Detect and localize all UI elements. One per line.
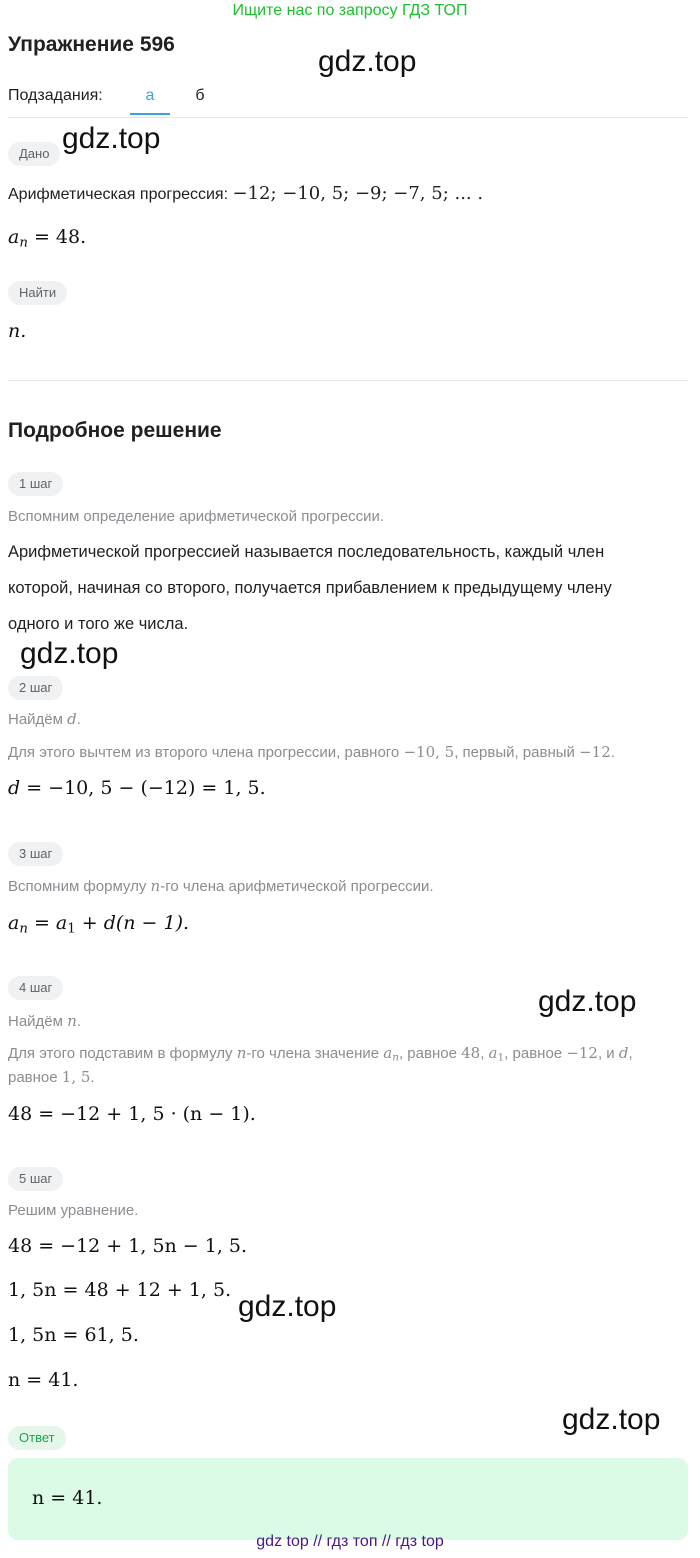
promo-banner[interactable]: Ищите нас по запросу ГДЗ ТОП — [232, 2, 468, 19]
footer-links[interactable]: gdz top // гдз топ // гдз top — [256, 1533, 444, 1550]
step-equation: n = 41. — [8, 1369, 79, 1391]
step-equation: d = −10, 5 − (−12) = 1, 5. — [8, 777, 266, 799]
step-hint: Вспомним определение арифметической прогрессии. — [8, 508, 385, 525]
step-chip: 4 шаг — [8, 976, 63, 1000]
subtasks-label: Подзадания: — [8, 87, 103, 104]
answer-value: n = 41. — [32, 1487, 103, 1509]
solution-title: Подробное решение — [8, 419, 222, 442]
answer-box — [8, 1458, 688, 1540]
step-equation: 1, 5n = 61, 5. — [8, 1324, 139, 1346]
watermark: gdz.top — [538, 985, 637, 1018]
step-definition-line: которой, начиная со второго, получается прибавлением к предыдущему члену — [8, 579, 612, 597]
step-chip: 1 шаг — [8, 472, 63, 496]
step-definition-line: Арифметической прогрессией называется последовательность, каждый член — [8, 543, 605, 561]
step-hint: Найдём n. — [8, 1012, 81, 1030]
tab-subtask-b[interactable]: б — [195, 87, 205, 104]
watermark: gdz.top — [20, 637, 119, 670]
step-hint: Вспомним формулу n-го члена арифметической прогрессии. — [8, 877, 434, 895]
tab-subtask-a[interactable]: а — [130, 87, 170, 115]
watermark: gdz.top — [62, 122, 161, 155]
step-chip: 2 шаг — [8, 676, 63, 700]
step-hint-detail: Для этого подставим в формулу n-го члена значение $a_n$, равное 48, $a_1$, равное −12, и d, — [8, 1044, 633, 1064]
divider — [8, 380, 688, 381]
progression-values: −12; −10, 5; −9; −7, 5; ... . — [232, 183, 484, 204]
step-equation: 48 = −12 + 1, 5 · (n − 1). — [8, 1103, 256, 1125]
step-hint: Решим уравнение. — [8, 1202, 139, 1219]
watermark: gdz.top — [562, 1403, 661, 1436]
progression-label: Арифметическая прогрессия: — [8, 186, 229, 203]
step-chip: 5 шаг — [8, 1167, 63, 1191]
divider — [8, 117, 688, 118]
step-definition-line: одного и того же числа. — [8, 615, 189, 633]
given-an: $a_n = 48$. — [8, 226, 87, 251]
step-hint-detail: Для этого вычтем из второго члена прогрессии, равного −10, 5, первый, равный −12. — [8, 743, 615, 761]
step-equation: 1, 5n = 48 + 12 + 1, 5. — [8, 1279, 232, 1301]
page-title: Упражнение 596 — [8, 33, 175, 56]
given-progression — [8, 183, 483, 204]
step-chip: 3 шаг — [8, 842, 63, 866]
watermark: gdz.top — [318, 45, 417, 78]
find-chip: Найти — [8, 281, 67, 305]
find-value: n. — [8, 320, 27, 342]
given-an-value: = 48. — [33, 226, 87, 248]
step-hint-detail-cont: равное 1, 5. — [8, 1068, 95, 1086]
step-equation: $a_n = a_1 + d(n - 1)$. — [8, 912, 190, 937]
given-chip: Дано — [8, 142, 60, 166]
step-equation: 48 = −12 + 1, 5n − 1, 5. — [8, 1235, 248, 1257]
watermark: gdz.top — [238, 1290, 337, 1323]
step-hint: Найдём d. — [8, 710, 81, 728]
answer-chip: Ответ — [8, 1426, 66, 1450]
